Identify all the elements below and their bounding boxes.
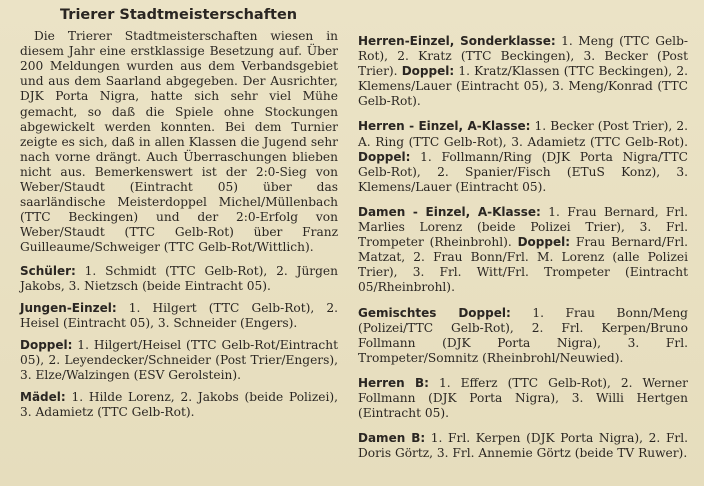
result-label: Herren-Einzel, Sonderklasse: [358,34,556,48]
result-text: 1. Hilgert/Heisel (TTC Gelb-Rot/Eintracht 05), 2. Leyendecker/Schneider (Post Trier/Engers), 3. Elze/Walzingen (ESV Gerolstein). [20,337,338,383]
result-text: 1. Schmidt (TTC Gelb-Rot), 2. Jürgen Jakobs, 3. Nietzsch (beide Eintracht 05). [20,263,338,293]
doppel-label: Doppel: [358,149,411,164]
result-label: Schüler: [20,263,76,278]
right-column [358,0,688,486]
article-title: Trierer Stadtmeisterschaften [60,7,298,23]
result-text: 1. Becker (Post Trier), 2. A. Ring (TTC Gelb-Rot), 3. Adamietz (TTC Gelb-Rot). [358,119,688,149]
result-text: 1. Hilgert (TTC Gelb-Rot), 2. Heisel (Eintracht 05), 3. Schneider (Engers). [20,300,338,330]
result-herren-b [358,376,688,421]
result-herren-sonderklasse [358,34,688,109]
result-damen-a-klasse [358,205,688,296]
result-herren-a-klasse [358,119,688,194]
result-label: Damen B: [358,431,426,446]
result-damen-b [358,431,688,461]
result-gemischtes-doppel [358,306,688,366]
result-label: Doppel: [20,337,73,352]
result-text: 1. Efferz (TTC Gelb-Rot), 2. Werner Follmann (DJK Porta Nigra), 3. Willi Hertgen (Eintracht 05). [358,375,689,421]
result-label: Herren - Einzel, A-Klasse: [358,119,531,134]
result-label: Damen - Einzel, A-Klasse: [358,204,541,219]
doppel-text: 1. Kratz/Klassen (TTC Beckingen), 2. Klemens/Lauer (Eintracht 05), 3. Meng/Konrad (TTC Gelb-Rot). [358,64,688,109]
doppel-label: Doppel: [517,235,571,250]
result-text: 1. Frau Bernard, Frl. Marlies Lorenz (beide Polizei Trier), 3. Frl. Trompeter (Rheinbrohl). [358,204,688,250]
result-doppel [20,338,338,383]
result-schueler [20,264,338,294]
result-jungen-einzel [20,301,338,331]
result-maedel [20,390,338,420]
result-text: 1. Meng (TTC Gelb-Rot), 2. Kratz (TTC Beckingen), 3. Becker (Post Trier). [358,34,688,79]
result-text: 1. Frau Bonn/Meng (Polizei/TTC Gelb-Rot), 2. Frl. Kerpen/Bruno Follmann (DJK Porta Nigra), 3. Frl. Trompeter/Somnitz (Rheinbrohl/Neuwied). [358,305,688,365]
result-label: Gemischtes Doppel: [358,305,511,320]
doppel-text: 1. Follmann/Ring (DJK Porta Nigra/TTC Gelb-Rot), 2. Spanier/Fisch (ETuS Konz), 3. Klemens/Lauer (Eintracht 05). [358,149,688,194]
result-text: 1. Hilde Lorenz, 2. Jakobs (beide Polizei), 3. Adamietz (TTC Gelb-Rot). [20,390,338,420]
doppel-text: Frau Bernard/Frl. Matzat, 2. Frau Bonn/Frl. M. Lorenz (alle Polizei Trier), 3. Frl. Witt/Frl. Trompeter (Eintracht 05/Rheinbrohl). [358,235,688,295]
result-text: 1. Frl. Kerpen (DJK Porta Nigra), 2. Frl. Doris Görtz, 3. Frl. Annemie Görtz (beide TV Ruwer). [358,431,688,461]
left-column [20,0,338,486]
result-label: Jungen-Einzel: [20,300,117,315]
doppel-label: Doppel: [401,64,455,79]
intro-paragraph: Die Trierer Stadtmeisterschaften wiesen in diesem Jahr eine erstklassige Besetzung auf. Über 200 Meldungen wurden aus dem Verbandsgebiet und aus dem Saarland abgegeben. Der Ausrichter, DJK Porta Nigra, hatte sich sehr viel Mühe gemacht, so daß die Spiele ohne Stockungen abgewickelt werden konnten. Bei dem Turnier zeigte es sich, daß in allen Klassen die Jugend sehr nach vorne drängt. Auch Überraschungen blieben nicht aus. Bemerkenswert ist der 2:0-Sieg von Weber/Staudt (Eintracht 05) über das saarländische Meisterdoppel Michel/Müllenbach (TTC Beckingen) und der 2:0-Erfolg von Weber/Staudt (TTC Gelb-Rot) über Franz Guilleaume/Schweiger (TTC Gelb-Rot/Wittlich). [20,29,338,255]
result-label: Mädel: [20,390,66,405]
result-label: Herren B: [358,375,429,390]
